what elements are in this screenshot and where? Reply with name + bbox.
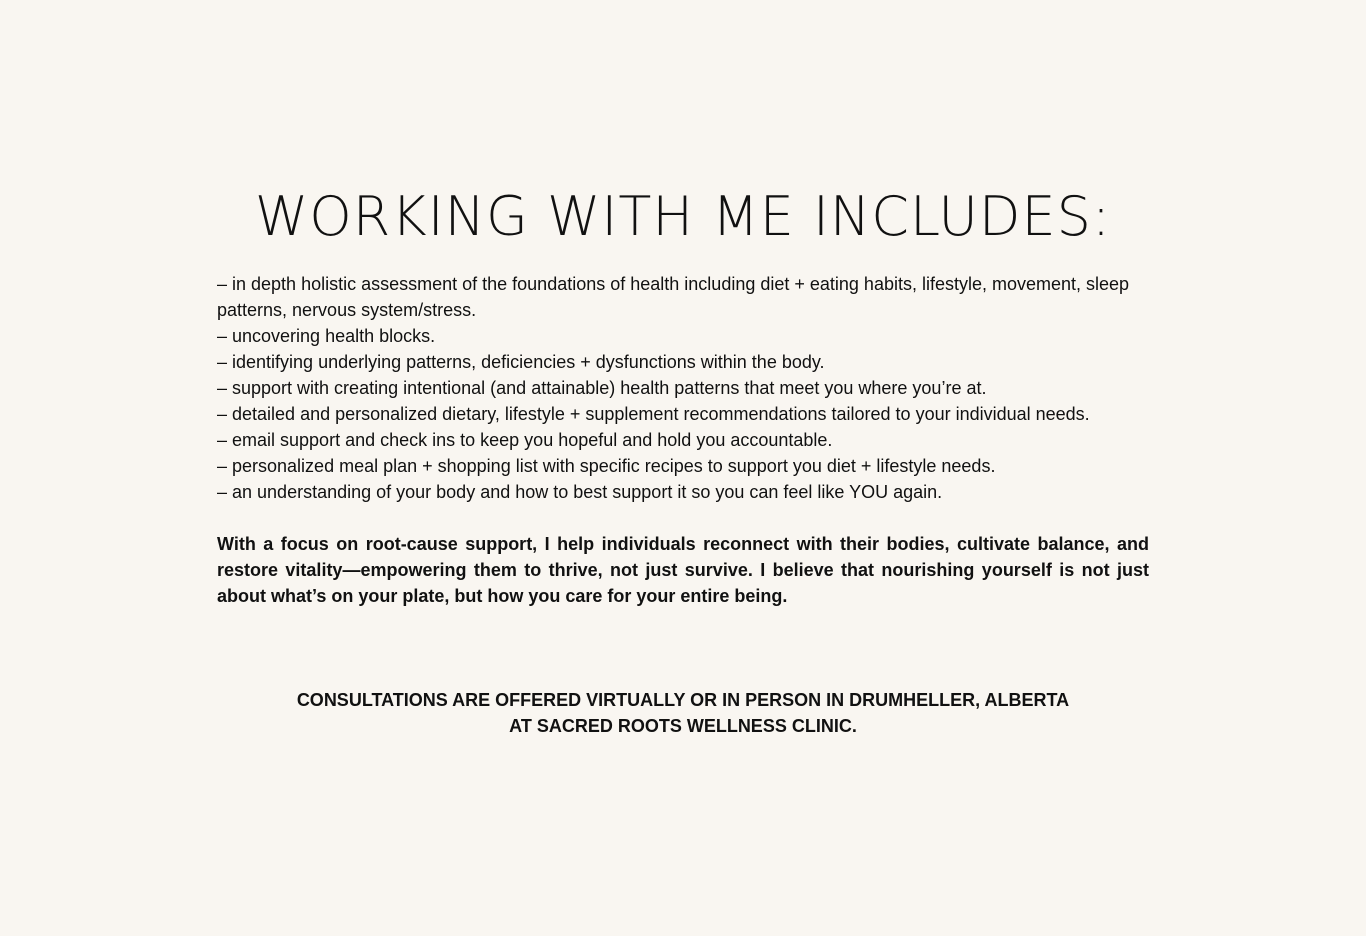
list-item: – uncovering health blocks. bbox=[217, 326, 436, 346]
consultation-note bbox=[0, 687, 1366, 739]
consultation-line-2: AT SACRED ROOTS WELLNESS CLINIC. bbox=[509, 716, 857, 736]
list-item: – detailed and personalized dietary, lifestyle + supplement recommendations tailored to your individual needs. bbox=[217, 404, 1090, 424]
includes-list bbox=[217, 271, 1149, 505]
list-item: – personalized meal plan + shopping list with specific recipes to support you diet + lifestyle needs. bbox=[217, 456, 996, 476]
list-item: – an understanding of your body and how to best support it so you can feel like YOU again. bbox=[217, 482, 943, 502]
list-item: – identifying underlying patterns, deficiencies + dysfunctions within the body. bbox=[217, 352, 825, 372]
list-item: – support with creating intentional (and attainable) health patterns that meet you where you’re at. bbox=[217, 378, 987, 398]
list-item: – in depth holistic assessment of the foundations of health including diet + eating habits, lifestyle, movement, sleep patterns, nervous system/stress. bbox=[217, 274, 1130, 320]
page-title bbox=[0, 182, 1366, 252]
consultation-line-1: CONSULTATIONS ARE OFFERED VIRTUALLY OR IN PERSON IN DRUMHELLER, ALBERTA bbox=[296, 690, 1070, 710]
content-section bbox=[217, 271, 1149, 609]
page-title-text: WORKING WITH ME INCLUDES: bbox=[254, 185, 1112, 249]
focus-statement: With a focus on root-cause support, I help individuals reconnect with their bodies, cultivate balance, and restore vitality—empowering them to thrive, not just survive. I believe that nourishing yourself is not just about what’s on your plate, but how you care for your entire being. bbox=[217, 534, 1149, 606]
list-item: – email support and check ins to keep you hopeful and hold you accountable. bbox=[217, 430, 833, 450]
